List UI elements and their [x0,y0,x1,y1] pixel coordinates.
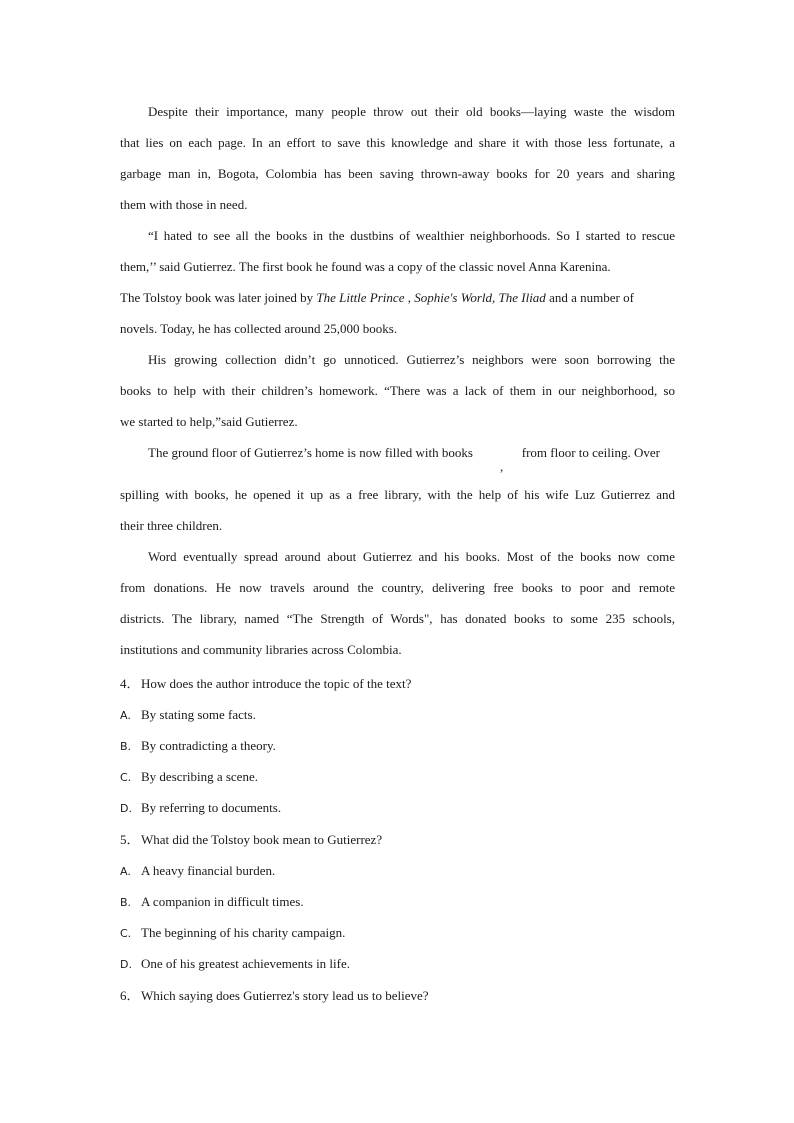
paragraph-2-sep-1: , [404,290,415,305]
paragraph-3-line-3: we started to help,”said Gutierrez. [120,414,298,429]
paragraph-2-line-4: novels. Today, he has collected around 25,000 books. [120,321,398,336]
paragraph-5-line-4: institutions and community libraries across Colombia. [120,642,402,657]
option-letter: B. [120,896,132,909]
question-6-text: Which saying does Gutierrez's story lead us to believe? [141,988,429,1003]
paragraph-4-comma: , [500,459,504,474]
paragraph-4-line-2: spilling with books, he opened it up as a free library, with the help of his wife Luz Gutierrez and [120,487,675,502]
question-5-number: 5． [120,832,140,847]
paragraph-2-line-2: them,’’ said Gutierrez. The first book he found was a copy of the classic novel Anna Karenina. [120,259,611,274]
paragraph-5-line-3: districts. The library, named “The Strength of Words", has donated books to some 235 schools, [120,611,675,626]
paragraph-2-line-1: “I hated to see all the books in the dustbins of wealthier neighborhoods. So I started to rescue [148,228,675,243]
paragraph-1-line-4: them with those in need. [120,197,248,212]
paragraph-4-line-1-text-b: from floor to ceiling. Over [521,445,660,460]
paragraph-1-line-2: that lies on each page. In an effort to save this knowledge and share it with those less fortunate, a [120,135,675,150]
paragraph-5-line-1: Word eventually spread around about Gutierrez and his books. Most of the books now come [148,549,675,564]
question-4-option-b[interactable] [120,738,675,755]
paragraph-2-line-3-text-a: The Tolstoy book was later joined by [120,290,317,305]
option-text: The beginning of his charity campaign. [141,925,346,940]
question-4-option-a[interactable] [120,707,675,724]
paragraph-1-line-3: garbage man in, Bogota, Colombia has been saving thrown-away books for 20 years and sharing [120,166,675,181]
book-title-little-prince: The Little Prince [316,290,405,305]
option-text: By contradicting a theory. [141,738,276,753]
option-text: By describing a scene. [141,769,258,784]
book-title-sophies-world: Sophie's World, [414,290,496,305]
question-4 [120,676,675,692]
paragraph-1-line-1: Despite their importance, many people throw out their old books—laying waste the wisdom [148,104,675,119]
option-text: By referring to documents. [141,800,282,815]
option-letter: B. [120,740,132,753]
paragraph-4-line-3: their three children. [120,518,223,533]
option-letter: C. [120,771,132,784]
question-4-option-c[interactable] [120,769,675,786]
question-5-option-a[interactable] [120,863,675,880]
option-letter: D. [120,958,132,971]
paragraph-3-line-2: books to help with their children’s homework. “There was a lack of them in our neighborhood, so [120,383,675,398]
paragraph-4-line-1-text-a: The ground floor of Gutierrez’s home is now filled with books [148,445,473,460]
option-text: By stating some facts. [141,707,256,722]
option-letter: C. [120,927,132,940]
question-6 [120,988,675,1004]
question-5 [120,832,675,848]
question-4-text: How does the author introduce the topic of the text? [141,676,412,691]
question-4-number: 4． [120,676,140,691]
option-letter: A. [120,709,131,722]
option-text: A companion in difficult times. [141,894,304,909]
book-title-iliad: The Iliad [498,290,546,305]
question-5-option-b[interactable] [120,894,675,911]
option-text: One of his greatest achievements in life. [141,956,351,971]
option-text: A heavy financial burden. [141,863,276,878]
question-5-option-d[interactable] [120,956,675,973]
question-5-option-c[interactable] [120,925,675,942]
option-letter: D. [120,802,132,815]
paragraph-5-line-2: from donations. He now travels around the country, delivering free books to poor and remote [120,580,675,595]
paragraph-3-line-1: His growing collection didn’t go unnoticed. Gutierrez’s neighbors were soon borrowing the [148,352,675,367]
question-5-text: What did the Tolstoy book mean to Gutierrez? [141,832,383,847]
question-6-number: 6． [120,988,140,1003]
option-letter: A. [120,865,131,878]
question-4-option-d[interactable] [120,800,675,817]
paragraph-2-line-3-text-b: and a number of [545,290,634,305]
paragraph-2-line-3 [120,290,675,306]
